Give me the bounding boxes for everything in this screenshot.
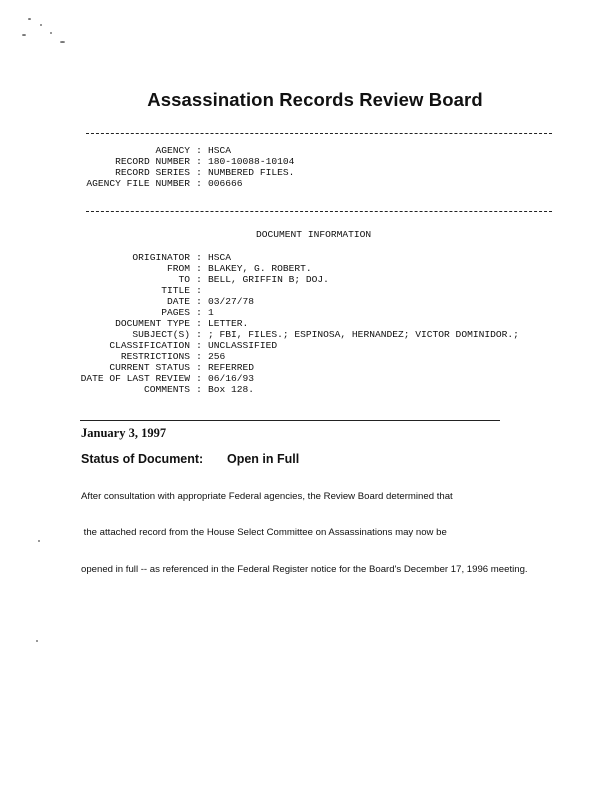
field-separator: :	[196, 274, 202, 285]
field-row	[0, 307, 612, 318]
field-separator: :	[196, 362, 202, 373]
record-block	[0, 145, 612, 189]
field-row	[0, 156, 612, 167]
paragraph-line: After consultation with appropriate Federal agencies, the Review Board determined that	[81, 490, 453, 502]
field-separator: :	[196, 296, 202, 307]
field-label: RECORD NUMBER	[115, 156, 190, 167]
field-row	[0, 340, 612, 351]
scan-speck	[36, 640, 38, 642]
field-row	[0, 329, 612, 340]
field-separator: :	[196, 145, 202, 156]
scan-speck	[28, 18, 31, 20]
status-value: Open in Full	[227, 452, 300, 466]
field-row	[0, 274, 612, 285]
field-label: TO	[178, 274, 190, 285]
field-separator: :	[196, 351, 202, 362]
field-separator: :	[196, 307, 202, 318]
field-label: ORIGINATOR	[132, 252, 190, 263]
field-separator: :	[196, 178, 202, 189]
document-information-fields	[0, 252, 612, 395]
release-paragraph	[81, 466, 601, 601]
field-value: 006666	[208, 178, 243, 189]
field-label: DOCUMENT TYPE	[115, 318, 190, 329]
field-value: ; FBI, FILES.; ESPINOSA, HERNANDEZ; VICTOR DOMINIDOR.;	[208, 329, 519, 340]
field-row	[0, 178, 612, 189]
field-row	[0, 362, 612, 373]
scan-speck	[50, 32, 52, 34]
field-row	[0, 263, 612, 274]
field-separator: :	[196, 263, 202, 274]
field-row	[0, 296, 612, 307]
scan-speck	[38, 540, 40, 542]
paragraph-line: the attached record from the House Select Committee on Assassinations may now be	[81, 527, 447, 539]
field-row	[0, 167, 612, 178]
field-label: AGENCY	[155, 145, 190, 156]
solid-divider	[80, 420, 500, 421]
dashed-divider-top	[86, 133, 552, 134]
field-separator: :	[196, 252, 202, 263]
field-value: 180-10088-10104	[208, 156, 295, 167]
field-label: RECORD SERIES	[115, 167, 190, 178]
field-label: DATE OF LAST REVIEW	[80, 373, 190, 384]
document-information-heading: DOCUMENT INFORMATION	[256, 229, 372, 240]
field-label: RESTRICTIONS	[120, 351, 190, 362]
field-row	[0, 384, 612, 395]
field-separator: :	[196, 318, 202, 329]
field-value: HSCA	[208, 252, 232, 263]
field-label: PAGES	[161, 307, 190, 318]
release-date: January 3, 1997	[81, 426, 167, 440]
scan-speck	[22, 34, 26, 36]
field-value: 1	[208, 307, 214, 318]
paragraph-line: opened in full -- as referenced in the Federal Register notice for the Board's December 17, 1996 meeting.	[81, 564, 528, 576]
field-label: COMMENTS	[143, 384, 190, 395]
field-separator: :	[196, 384, 202, 395]
field-label: SUBJECT(S)	[132, 329, 190, 340]
field-label: CURRENT STATUS	[109, 362, 190, 373]
field-row	[0, 145, 612, 156]
field-label: FROM	[166, 263, 190, 274]
field-separator: :	[196, 167, 202, 178]
field-value: 06/16/93	[208, 373, 255, 384]
field-value: REFERRED	[208, 362, 255, 373]
field-value: UNCLASSIFIED	[208, 340, 278, 351]
page-title: Assassination Records Review Board	[147, 89, 483, 110]
field-value: Box 128.	[208, 384, 255, 395]
field-value: HSCA	[208, 145, 232, 156]
field-row	[0, 373, 612, 384]
field-value: LETTER.	[208, 318, 249, 329]
field-label: TITLE	[161, 285, 190, 296]
field-row	[0, 285, 612, 296]
status-line	[81, 452, 300, 466]
field-value: BLAKEY, G. ROBERT.	[208, 263, 312, 274]
field-separator: :	[196, 156, 202, 167]
field-row	[0, 351, 612, 362]
field-value: 03/27/78	[208, 296, 255, 307]
field-row	[0, 318, 612, 329]
status-label: Status of Document:	[81, 452, 204, 466]
scan-speck	[40, 24, 42, 26]
field-value: BELL, GRIFFIN B; DOJ.	[208, 274, 329, 285]
scan-speck	[60, 41, 65, 43]
field-separator: :	[196, 329, 202, 340]
field-value: 256	[208, 351, 226, 362]
dashed-divider-middle	[86, 211, 552, 212]
field-label: AGENCY FILE NUMBER	[86, 178, 190, 189]
field-label: DATE	[166, 296, 190, 307]
field-row	[0, 252, 612, 263]
field-separator: :	[196, 340, 202, 351]
field-label: CLASSIFICATION	[109, 340, 190, 351]
field-value: NUMBERED FILES.	[208, 167, 295, 178]
field-separator: :	[196, 285, 202, 296]
field-separator: :	[196, 373, 202, 384]
